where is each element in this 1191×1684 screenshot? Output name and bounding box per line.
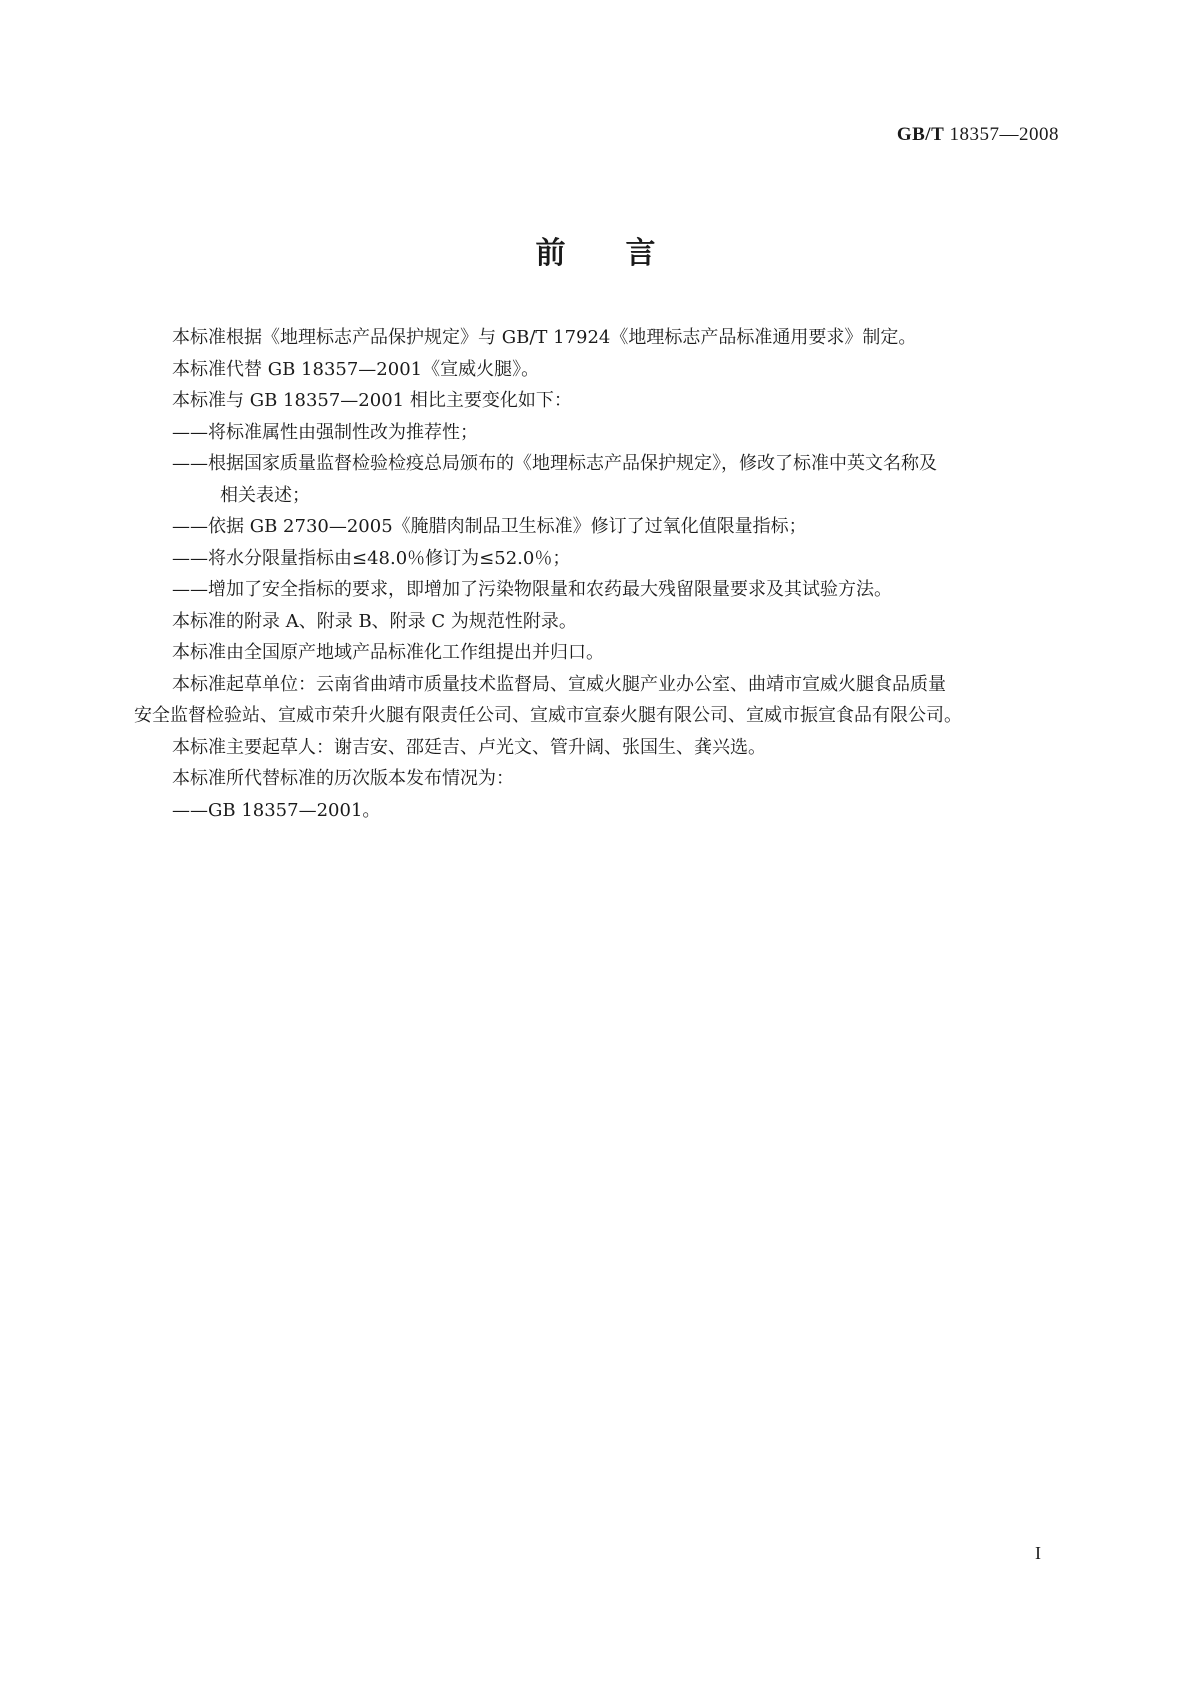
change-item: ——将水分限量指标由≤48.0％修订为≤52.0％； (172, 547, 571, 569)
document-body (134, 322, 1064, 826)
paragraph-annexes: 本标准的附录 A、附录 B、附录 C 为规范性附录。 (172, 610, 577, 632)
standard-number: 18357—2008 (949, 124, 1059, 145)
change-item: ——将标准属性由强制性改为推荐性； (172, 421, 478, 443)
change-item: ——增加了安全指标的要求，即增加了污染物限量和农药最大残留限量要求及其试验方法。 (172, 579, 892, 600)
page-number: I (1035, 1543, 1041, 1563)
paragraph-drafting-units-continuation: 安全监督检验站、宣威市荣升火腿有限责任公司、宣威市宣泰火腿有限公司、宣威市振宣食品有限公司。 (134, 705, 962, 726)
paragraph-basis: 本标准根据《地理标志产品保护规定》与 GB/T 17924《地理标志产品标准通用要求》制定。 (172, 327, 917, 348)
standard-prefix: GB/T (896, 124, 945, 145)
standard-code (897, 124, 1059, 146)
change-item: ——依据 GB 2730—2005《腌腊肉制品卫生标准》修订了过氧化值限量指标； (172, 516, 807, 537)
change-item-continuation: 相关表述； (220, 484, 310, 506)
paragraph-replaces: 本标准代替 GB 18357—2001《宣威火腿》。 (172, 358, 540, 380)
paragraph-history-intro: 本标准所代替标准的历次版本发布情况为： (172, 768, 514, 789)
paragraph-proposer: 本标准由全国原产地域产品标准化工作组提出并归口。 (172, 642, 604, 663)
paragraph-drafters: 本标准主要起草人：谢吉安、邵廷吉、卢光文、管升阔、张国生、龚兴选。 (172, 736, 766, 758)
paragraph-changes-intro: 本标准与 GB 18357—2001 相比主要变化如下： (172, 390, 572, 411)
history-item: ——GB 18357—2001。 (172, 799, 381, 821)
paragraph-drafting-units: 本标准起草单位：云南省曲靖市质量技术监督局、宣威火腿产业办公室、曲靖市宣威火腿食品质量 (172, 673, 946, 695)
page-title: 前言 (535, 236, 716, 271)
change-item: ——根据国家质量监督检验检疫总局颁布的《地理标志产品保护规定》，修改了标准中英文名称及 (172, 453, 937, 474)
